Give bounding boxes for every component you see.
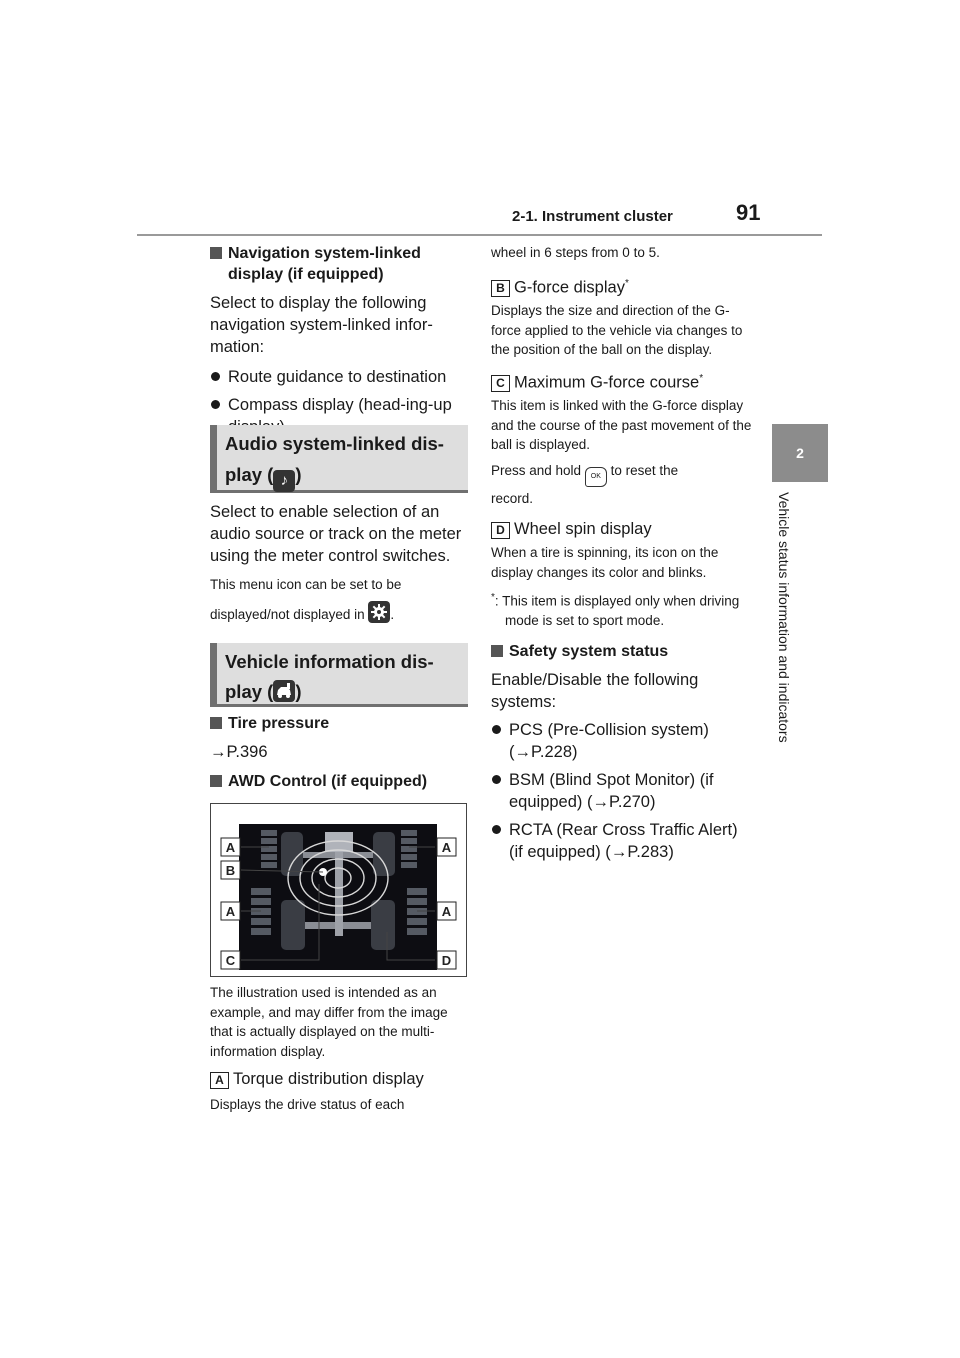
figure-caption: The illustration used is intended as an example, and may differ from the image that is actually displayed on the multi-information display. — [210, 985, 448, 1059]
label-d-box: D — [491, 522, 510, 539]
audio-body: Select to enable selection of an audio source or track on the meter using the meter control switches. — [210, 503, 462, 565]
chapter-title: Vehicle status information and indicators — [776, 492, 792, 743]
chapter-side-label — [770, 492, 830, 792]
tire-ref: →P.396 — [210, 743, 268, 761]
arrow-icon: → — [210, 743, 227, 761]
tire-heading: Tire pressure — [210, 713, 472, 734]
label-c-box: C — [491, 375, 510, 392]
header-rule — [137, 234, 822, 236]
vehicle-section-box — [210, 643, 468, 707]
vehicle-content — [210, 713, 472, 792]
footnote: *: This item is displayed only when driving mode is set to sport mode. — [491, 592, 740, 628]
safety-bullet-pcs: PCS (Pre-Collision system) (→P.228) — [491, 719, 753, 763]
item-d-desc: When a tire is spinning, its icon on the display changes its color and blinks. — [491, 545, 719, 580]
ok-button-icon: OK — [585, 467, 607, 487]
awd-illustration — [210, 803, 467, 977]
nav-body: Select to display the following navigation system-linked infor-mation: — [210, 294, 433, 356]
nav-bullet-route: Route guidance to destination — [210, 366, 472, 388]
torque-bars-front-left — [261, 830, 277, 868]
audio-note-a: This menu icon can be set to be — [210, 577, 402, 592]
vehicle-section-title-b: play ( ) — [225, 681, 302, 702]
fig-label-a-4: A — [441, 904, 452, 919]
asterisk-b: * — [624, 277, 629, 289]
safety-bullet-rcta: RCTA (Rear Cross Traffic Alert) (if equipped) (→P.283) — [491, 819, 753, 863]
audio-section-title-a: Audio system-linked dis- — [225, 433, 444, 454]
torque-bars-front-right — [401, 830, 417, 868]
car-info-icon — [273, 680, 295, 702]
item-b-desc: Displays the size and direction of the G-force applied to the vehicle via changes to the position of the ball on the display. — [491, 303, 743, 357]
label-b-box: B — [491, 280, 510, 297]
section-title: 2-1. Instrument cluster — [512, 208, 673, 225]
audio-content — [210, 501, 472, 624]
fig-label-a-1: A — [225, 840, 236, 855]
awd-heading: AWD Control (if equipped) — [210, 771, 472, 792]
item-a-desc: Displays the drive status of each — [210, 1097, 405, 1112]
arrow-icon: → — [514, 742, 531, 761]
music-note-icon: ♪ — [273, 470, 295, 492]
gear-icon — [368, 601, 390, 623]
nav-heading: Navigation system-linked display (if equipped) — [210, 243, 472, 285]
arrow-icon: → — [592, 792, 609, 811]
item-c-desc: This item is linked with the G-force display and the course of the past movement of the ball is displayed. — [491, 398, 752, 452]
drive-shaft — [335, 844, 343, 936]
vehicle-section-title-a: Vehicle information dis- — [225, 651, 434, 672]
safety-body: Enable/Disable the following systems: — [491, 670, 699, 711]
fig-label-b: B — [225, 863, 236, 878]
square-bullet-icon — [210, 775, 222, 787]
audio-section-title-b: play ( ♪ ) — [217, 460, 468, 492]
fig-label-d: D — [441, 953, 452, 968]
arrow-icon: → — [610, 842, 628, 861]
awd-display-svg — [211, 804, 466, 976]
asterisk-c: * — [699, 372, 704, 384]
fig-label-a-3: A — [225, 904, 236, 919]
nav-bullet-compass: Compass display (head-ing-up — [210, 394, 472, 438]
item-a-title: A Torque distribution display — [210, 1068, 472, 1090]
item-c-press-record: record. — [491, 490, 534, 506]
fig-label-a-2: A — [441, 840, 452, 855]
safety-bullet-bsm: BSM (Blind Spot Monitor) (if equipped) (→P.270) — [491, 769, 753, 813]
fig-label-c: C — [225, 953, 236, 968]
page-number: 91 — [736, 200, 761, 225]
square-bullet-icon — [210, 717, 222, 729]
figure-text — [210, 983, 472, 1115]
item-d-title: D Wheel spin display — [491, 518, 753, 540]
item-a-desc-cont: wheel in 6 steps from 0 to 5. — [491, 245, 660, 260]
label-a-box: A — [210, 1072, 229, 1089]
chapter-number: 2 — [796, 445, 804, 461]
item-c-press: Press and hold OK to reset the — [491, 461, 753, 487]
audio-section-box — [210, 425, 468, 493]
chapter-tab — [772, 424, 828, 482]
square-bullet-icon — [491, 645, 503, 657]
right-column — [491, 243, 753, 863]
safety-heading: Safety system status — [491, 641, 753, 662]
left-column — [210, 243, 472, 438]
item-b-title: B G-force display* — [491, 273, 753, 299]
item-c-title: C Maximum G-force course* — [491, 368, 753, 394]
square-bullet-icon — [210, 247, 222, 259]
audio-note-b: displayed/not displayed in . — [210, 601, 472, 625]
